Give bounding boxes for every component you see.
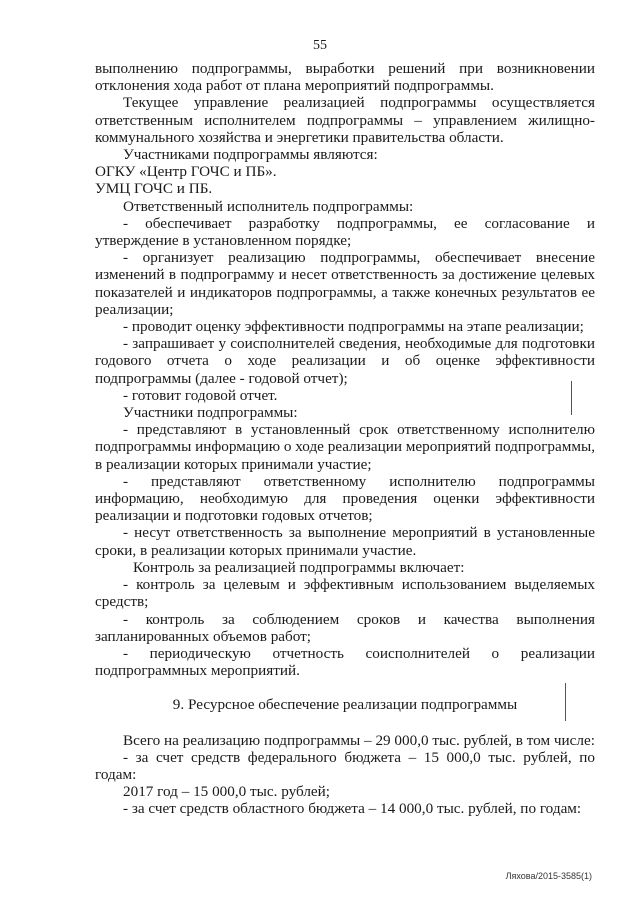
page-number: 55	[313, 38, 327, 53]
paragraph: - организует реализацию подпрограммы, обеспечивает внесение изменений в подпрограмму и несет ответственность за достижение целевых показателей и индикаторов подпрограммы, а также конечных результатов ее реализации;	[95, 249, 595, 318]
paragraph: Контроль за реализацией подпрограммы включает:	[133, 558, 465, 576]
paragraph: УМЦ ГОЧС и ПБ.	[95, 180, 213, 198]
section-heading: 9. Ресурсное обеспечение реализации подпрограммы	[172, 696, 518, 714]
paragraph: - обеспечивает разработку подпрограммы, ее согласование и утверждение в установленном порядке;	[95, 214, 595, 250]
paragraph: Ответственный исполнитель подпрограммы:	[123, 197, 414, 215]
paragraph: - запрашивает у соисполнителей сведения, необходимые для подготовки годового отчета о ходе реализации и об оценке эффективности подпрограммы (далее - годовой отчет);	[95, 335, 595, 387]
paragraph: 2017 год – 15 000,0 тыс. рублей;	[123, 783, 331, 801]
paragraph: выполнению подпрограммы, выработки решений при возникновении отклонения хода работ от плана мероприятий подпрограммы.	[95, 60, 595, 95]
document-code: Ляхова/2015-3585(1)	[505, 871, 592, 881]
paragraph: ОГКУ «Центр ГОЧС и ПБ».	[95, 163, 277, 181]
paragraph: - периодическую отчетность соисполнителей о реализации подпрограммных мероприятий.	[95, 644, 595, 680]
paragraph: Всего на реализацию подпрограммы – 29 000,0 тыс. рублей, в том числе:	[123, 731, 595, 749]
paragraph: Участниками подпрограммы являются:	[123, 146, 378, 164]
paragraph: Текущее управление реализацией подпрограммы осуществляется ответственным исполнителем подпрограммы – управлением жилищно-коммунального хозяйства и энергетики правительства области.	[95, 94, 595, 146]
paragraph: - контроль за соблюдением сроков и качества выполнения запланированных объемов работ;	[95, 610, 595, 645]
paragraph: - представляют в установленный срок ответственному исполнителю подпрограммы информацию о ходе реализации мероприятий подпрограммы, в реализации которых принимали участие;	[95, 421, 595, 473]
paragraph: - готовит годовой отчет.	[123, 386, 278, 404]
paragraph: - за счет средств федерального бюджета – 15 000,0 тыс. рублей, по годам:	[95, 748, 595, 783]
paragraph: - несут ответственность за выполнение мероприятий в установленные сроки, в реализации которых принимали участие.	[95, 524, 595, 559]
paragraph: - представляют ответственному исполнителю подпрограммы информацию, необходимую для проведения оценки эффективности реализации и подготовки годовых отчетов;	[95, 472, 595, 525]
paragraph: - за счет средств областного бюджета – 14 000,0 тыс. рублей, по годам:	[123, 800, 582, 818]
margin-mark	[565, 683, 566, 721]
paragraph: Участники подпрограммы:	[123, 404, 298, 422]
paragraph: - проводит оценку эффективности подпрограммы на этапе реализации;	[123, 318, 584, 336]
paragraph: - контроль за целевым и эффективным использованием выделяемых средств;	[95, 576, 595, 611]
document-body	[95, 60, 595, 818]
margin-mark	[571, 381, 572, 415]
